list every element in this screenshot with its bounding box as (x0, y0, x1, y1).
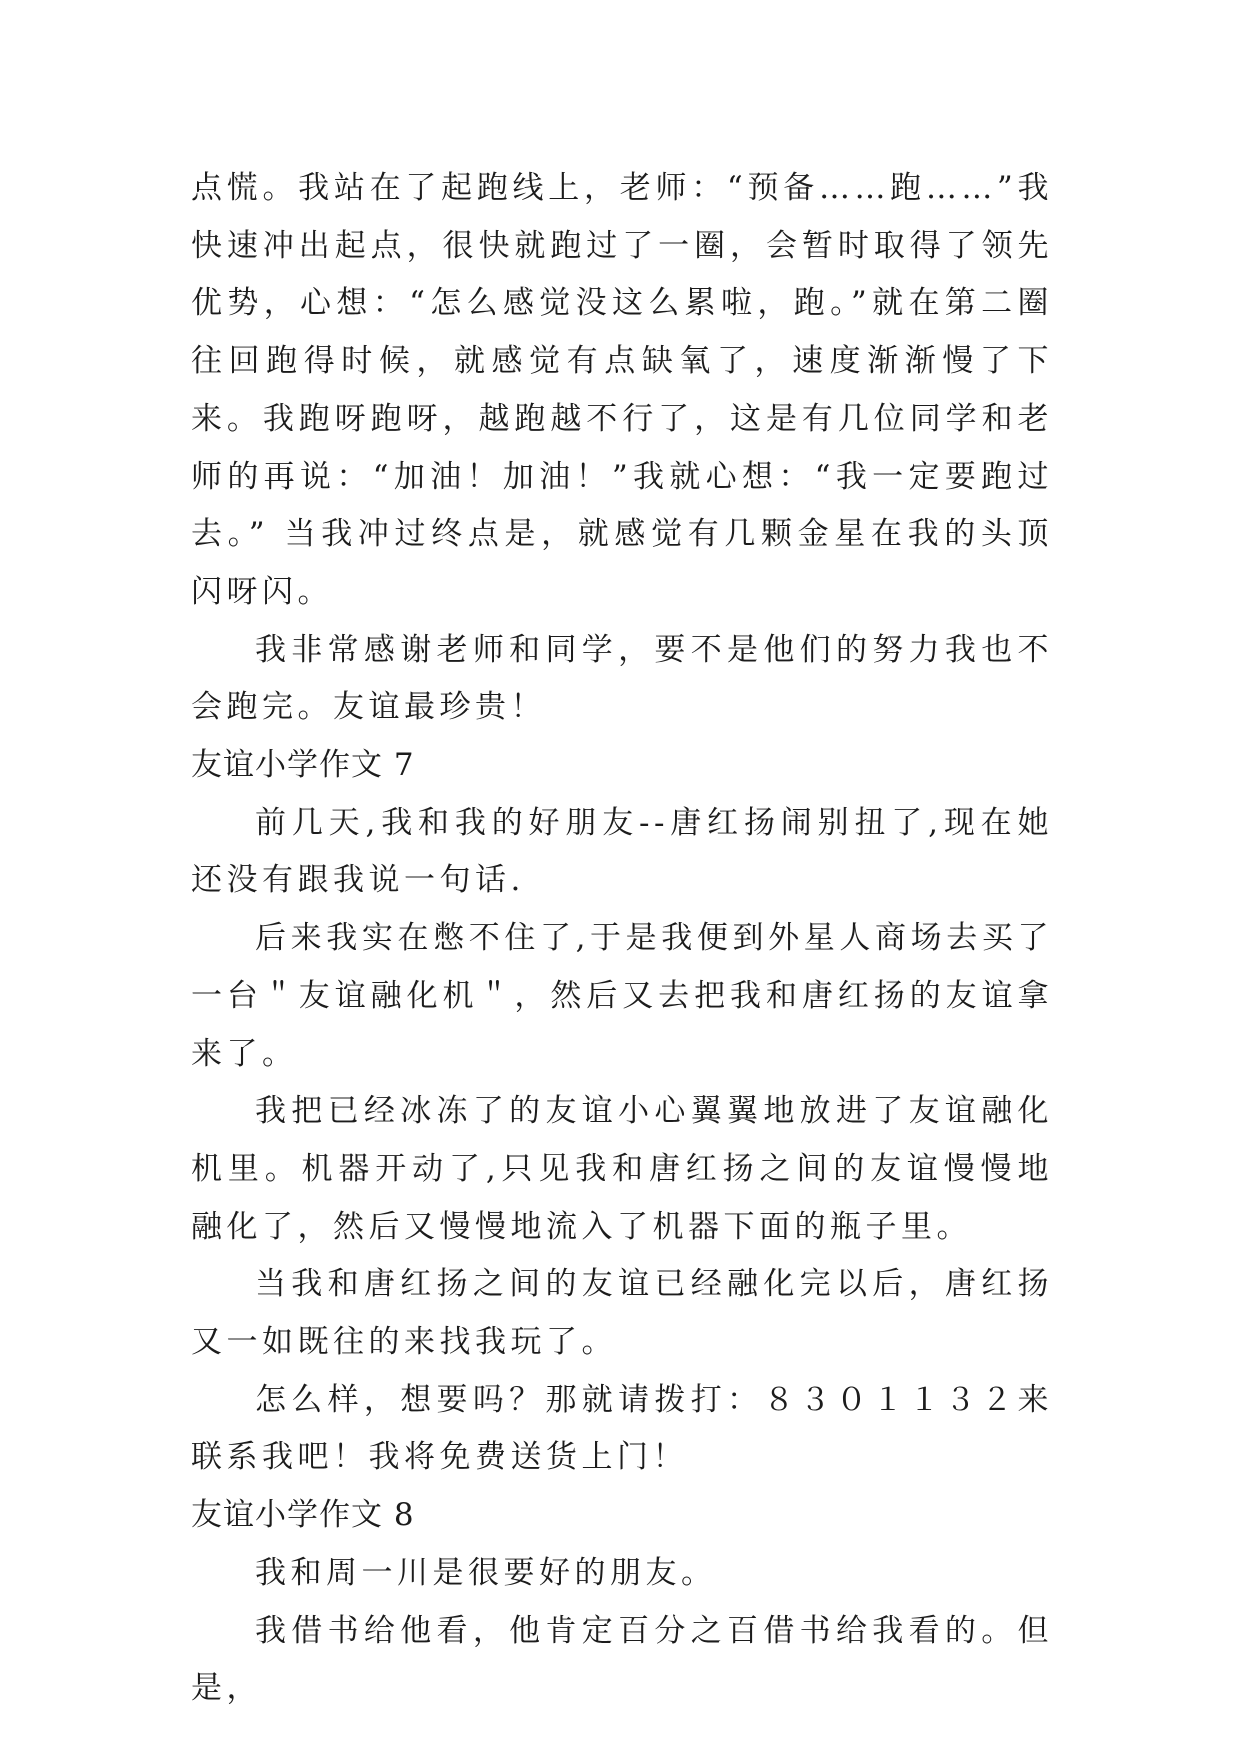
paragraph-reconciled: 当我和唐红扬之间的友谊已经融化完以后，唐红扬又一如既往的来找我玩了。 (191, 1266, 1053, 1361)
essay-heading-7: 友谊小学作文 7 (191, 747, 415, 784)
paragraph-advert: 怎么样，想要吗？那就请拨打：８３０１１３２来联系我吧！我将免费送货上门！ (191, 1381, 1053, 1476)
paragraph-thanks: 我非常感谢老师和同学，要不是他们的努力我也不会跑完。友谊最珍贵！ (191, 631, 1053, 726)
paragraph-buy-machine: 后来我实在憋不住了,于是我便到外星人商场去买了一台＂友谊融化机＂，然后又去把我和唐红扬的友谊拿来了。 (191, 920, 1053, 1072)
paragraph-melting: 我把已经冰冻了的友谊小心翼翼地放进了友谊融化机里。机器开动了,只见我和唐红扬之间的友谊慢慢地融化了，然后又慢慢地流入了机器下面的瓶子里。 (191, 1093, 1053, 1245)
paragraph-lend-books: 我借书给他看，他肯定百分之百借书给我看的。但是， (191, 1612, 1053, 1707)
essay-heading-8: 友谊小学作文 8 (191, 1497, 415, 1534)
paragraph-race-story: 点慌。我站在了起跑线上，老师：“预备……跑……”我快速冲出起点，很快就跑过了一圈，会暂时取得了领先优势，心想：“怎么感觉没这么累啦，跑。”就在第二圈往回跑得时候，就感觉有点缺氧了，速度渐渐慢了下来。我跑呀跑呀，越跑越不行了，这是有几位同学和老师的再说：“加油！加油！”我就心想：“我一定要跑过去。” 当我冲过终点是，就感觉有几颗金星在我的头顶闪呀闪。 (191, 170, 1053, 610)
document-body (191, 160, 1053, 1718)
paragraph-good-friends: 我和周一川是很要好的朋友。 (255, 1554, 717, 1591)
paragraph-quarrel: 前几天,我和我的好朋友--唐红扬闹别扭了,现在她还没有跟我说一句话. (191, 804, 1053, 899)
